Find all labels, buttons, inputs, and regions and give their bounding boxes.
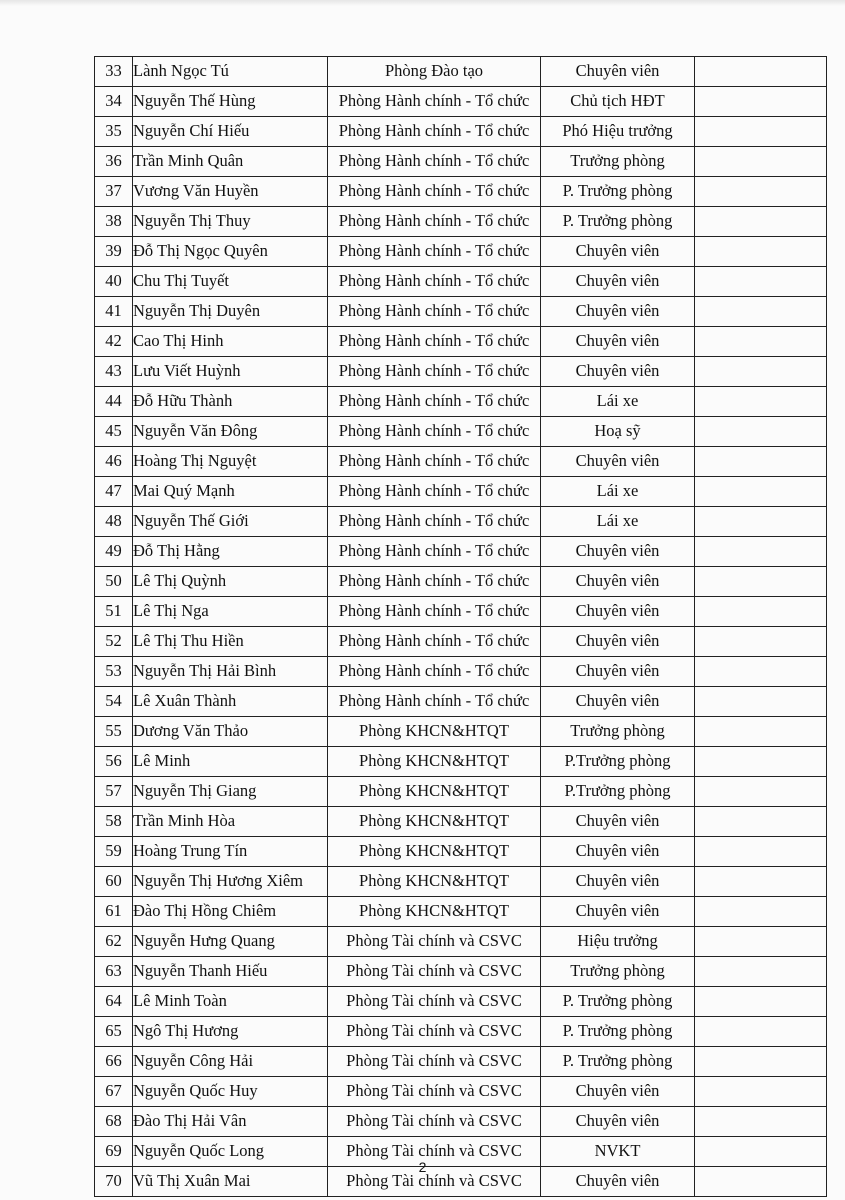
position-cell: Chuyên viên	[541, 297, 695, 327]
department-cell: Phòng Hành chính - Tổ chức	[328, 627, 541, 657]
position-cell: Chuyên viên	[541, 657, 695, 687]
row-number-cell: 40	[95, 267, 133, 297]
note-cell	[695, 747, 827, 777]
staff-name-cell: Nguyễn Thị Hải Bình	[133, 657, 328, 687]
row-number-cell: 68	[95, 1107, 133, 1137]
position-cell: Trưởng phòng	[541, 957, 695, 987]
row-number-cell: 52	[95, 627, 133, 657]
row-number-cell: 67	[95, 1077, 133, 1107]
note-cell	[695, 237, 827, 267]
position-cell: P. Trưởng phòng	[541, 1017, 695, 1047]
note-cell	[695, 537, 827, 567]
department-cell: Phòng Hành chính - Tổ chức	[328, 597, 541, 627]
staff-name-cell: Nguyễn Thị Giang	[133, 777, 328, 807]
department-cell: Phòng Hành chính - Tổ chức	[328, 87, 541, 117]
position-cell: Chủ tịch HĐT	[541, 87, 695, 117]
row-number-cell: 39	[95, 237, 133, 267]
note-cell	[695, 627, 827, 657]
note-cell	[695, 507, 827, 537]
row-number-cell: 53	[95, 657, 133, 687]
staff-name-cell: Hoàng Trung Tín	[133, 837, 328, 867]
position-cell: Chuyên viên	[541, 537, 695, 567]
note-cell	[695, 567, 827, 597]
position-cell: Chuyên viên	[541, 357, 695, 387]
position-cell: NVKT	[541, 1137, 695, 1167]
staff-name-cell: Đỗ Thị Ngọc Quyên	[133, 237, 328, 267]
table-row	[95, 87, 827, 117]
department-cell: Phòng Hành chính - Tổ chức	[328, 687, 541, 717]
position-cell: Chuyên viên	[541, 327, 695, 357]
staff-name-cell: Nguyễn Quốc Long	[133, 1137, 328, 1167]
staff-name-cell: Trần Minh Hòa	[133, 807, 328, 837]
note-cell	[695, 957, 827, 987]
department-cell: Phòng Tài chính và CSVC	[328, 987, 541, 1017]
table-row	[95, 987, 827, 1017]
staff-name-cell: Nguyễn Thị Thuy	[133, 207, 328, 237]
row-number-cell: 57	[95, 777, 133, 807]
row-number-cell: 46	[95, 447, 133, 477]
row-number-cell: 58	[95, 807, 133, 837]
staff-name-cell: Nguyễn Chí Hiếu	[133, 117, 328, 147]
position-cell: Lái xe	[541, 507, 695, 537]
staff-name-cell: Nguyễn Thanh Hiếu	[133, 957, 328, 987]
table-row	[95, 1077, 827, 1107]
position-cell: Chuyên viên	[541, 807, 695, 837]
table-row	[95, 957, 827, 987]
table-row	[95, 177, 827, 207]
table-row	[95, 717, 827, 747]
table-row	[95, 537, 827, 567]
department-cell: Phòng Hành chính - Tổ chức	[328, 117, 541, 147]
department-cell: Phòng KHCN&HTQT	[328, 747, 541, 777]
department-cell: Phòng KHCN&HTQT	[328, 897, 541, 927]
note-cell	[695, 867, 827, 897]
department-cell: Phòng Hành chính - Tổ chức	[328, 237, 541, 267]
position-cell: Phó Hiệu trưởng	[541, 117, 695, 147]
table-row	[95, 777, 827, 807]
department-cell: Phòng Hành chính - Tổ chức	[328, 567, 541, 597]
department-cell: Phòng KHCN&HTQT	[328, 867, 541, 897]
row-number-cell: 43	[95, 357, 133, 387]
position-cell: P.Trưởng phòng	[541, 777, 695, 807]
table-row	[95, 1107, 827, 1137]
row-number-cell: 38	[95, 207, 133, 237]
table-row	[95, 357, 827, 387]
table-row	[95, 597, 827, 627]
staff-name-cell: Đào Thị Hải Vân	[133, 1107, 328, 1137]
staff-name-cell: Mai Quý Mạnh	[133, 477, 328, 507]
table-row	[95, 747, 827, 777]
position-cell: Hiệu trưởng	[541, 927, 695, 957]
row-number-cell: 59	[95, 837, 133, 867]
row-number-cell: 55	[95, 717, 133, 747]
note-cell	[695, 447, 827, 477]
table-row	[95, 807, 827, 837]
position-cell: Chuyên viên	[541, 1077, 695, 1107]
table-row	[95, 387, 827, 417]
table-row	[95, 627, 827, 657]
position-cell: Chuyên viên	[541, 897, 695, 927]
note-cell	[695, 327, 827, 357]
position-cell: Lái xe	[541, 387, 695, 417]
department-cell: Phòng KHCN&HTQT	[328, 717, 541, 747]
department-cell: Phòng Tài chính và CSVC	[328, 957, 541, 987]
row-number-cell: 42	[95, 327, 133, 357]
note-cell	[695, 387, 827, 417]
note-cell	[695, 1077, 827, 1107]
note-cell	[695, 417, 827, 447]
position-cell: Lái xe	[541, 477, 695, 507]
position-cell: Hoạ sỹ	[541, 417, 695, 447]
row-number-cell: 35	[95, 117, 133, 147]
table-row	[95, 1047, 827, 1077]
table-row	[95, 567, 827, 597]
note-cell	[695, 177, 827, 207]
department-cell: Phòng Hành chính - Tổ chức	[328, 417, 541, 447]
table-row	[95, 507, 827, 537]
department-cell: Phòng Hành chính - Tổ chức	[328, 147, 541, 177]
staff-name-cell: Đỗ Hữu Thành	[133, 387, 328, 417]
note-cell	[695, 357, 827, 387]
department-cell: Phòng Hành chính - Tổ chức	[328, 507, 541, 537]
note-cell	[695, 897, 827, 927]
table-row	[95, 57, 827, 87]
staff-name-cell: Ngô Thị Hương	[133, 1017, 328, 1047]
department-cell: Phòng Tài chính và CSVC	[328, 1077, 541, 1107]
table-row	[95, 1017, 827, 1047]
row-number-cell: 54	[95, 687, 133, 717]
row-number-cell: 45	[95, 417, 133, 447]
position-cell: P.Trưởng phòng	[541, 747, 695, 777]
staff-name-cell: Lê Xuân Thành	[133, 687, 328, 717]
staff-name-cell: Chu Thị Tuyết	[133, 267, 328, 297]
staff-name-cell: Cao Thị Hinh	[133, 327, 328, 357]
row-number-cell: 56	[95, 747, 133, 777]
table-row	[95, 477, 827, 507]
staff-name-cell: Hoàng Thị Nguyệt	[133, 447, 328, 477]
note-cell	[695, 87, 827, 117]
note-cell	[695, 717, 827, 747]
table-row	[95, 867, 827, 897]
table-row	[95, 417, 827, 447]
department-cell: Phòng Hành chính - Tổ chức	[328, 177, 541, 207]
note-cell	[695, 297, 827, 327]
staff-name-cell: Nguyễn Văn Đông	[133, 417, 328, 447]
position-cell: P. Trưởng phòng	[541, 1047, 695, 1077]
staff-name-cell: Vương Văn Huyền	[133, 177, 328, 207]
table-row	[95, 897, 827, 927]
staff-name-cell: Nguyễn Thị Hương Xiêm	[133, 867, 328, 897]
position-cell: Chuyên viên	[541, 837, 695, 867]
department-cell: Phòng Hành chính - Tổ chức	[328, 657, 541, 687]
page-number: 2	[418, 1159, 427, 1175]
note-cell	[695, 657, 827, 687]
staff-name-cell: Vũ Thị Xuân Mai	[133, 1167, 328, 1197]
row-number-cell: 37	[95, 177, 133, 207]
department-cell: Phòng Hành chính - Tổ chức	[328, 537, 541, 567]
note-cell	[695, 207, 827, 237]
staff-name-cell: Nguyễn Thị Duyên	[133, 297, 328, 327]
row-number-cell: 47	[95, 477, 133, 507]
staff-table-body	[95, 57, 827, 1197]
department-cell: Phòng Tài chính và CSVC	[328, 1047, 541, 1077]
staff-name-cell: Đỗ Thị Hằng	[133, 537, 328, 567]
table-row	[95, 117, 827, 147]
staff-name-cell: Nguyễn Thế Giới	[133, 507, 328, 537]
row-number-cell: 63	[95, 957, 133, 987]
position-cell: P. Trưởng phòng	[541, 207, 695, 237]
position-cell: Chuyên viên	[541, 267, 695, 297]
note-cell	[695, 1017, 827, 1047]
department-cell: Phòng Tài chính và CSVC	[328, 927, 541, 957]
table-row	[95, 687, 827, 717]
staff-name-cell: Nguyễn Thế Hùng	[133, 87, 328, 117]
row-number-cell: 69	[95, 1137, 133, 1167]
department-cell: Phòng Hành chính - Tổ chức	[328, 447, 541, 477]
department-cell: Phòng Hành chính - Tổ chức	[328, 357, 541, 387]
row-number-cell: 41	[95, 297, 133, 327]
note-cell	[695, 267, 827, 297]
department-cell: Phòng Hành chính - Tổ chức	[328, 327, 541, 357]
table-row	[95, 147, 827, 177]
position-cell: Chuyên viên	[541, 687, 695, 717]
row-number-cell: 51	[95, 597, 133, 627]
note-cell	[695, 927, 827, 957]
scan-edge-shadow	[0, 0, 845, 6]
note-cell	[695, 147, 827, 177]
table-row	[95, 207, 827, 237]
note-cell	[695, 57, 827, 87]
row-number-cell: 61	[95, 897, 133, 927]
staff-name-cell: Lê Thị Quỳnh	[133, 567, 328, 597]
position-cell: Chuyên viên	[541, 597, 695, 627]
staff-name-cell: Trần Minh Quân	[133, 147, 328, 177]
staff-name-cell: Lưu Viết Huỳnh	[133, 357, 328, 387]
department-cell: Phòng Đào tạo	[328, 57, 541, 87]
note-cell	[695, 597, 827, 627]
staff-name-cell: Lê Minh Toàn	[133, 987, 328, 1017]
note-cell	[695, 987, 827, 1017]
position-cell: Trưởng phòng	[541, 147, 695, 177]
note-cell	[695, 477, 827, 507]
position-cell: Chuyên viên	[541, 627, 695, 657]
department-cell: Phòng Hành chính - Tổ chức	[328, 297, 541, 327]
table-row	[95, 447, 827, 477]
department-cell: Phòng KHCN&HTQT	[328, 837, 541, 867]
staff-name-cell: Lê Thị Thu Hiền	[133, 627, 328, 657]
row-number-cell: 66	[95, 1047, 133, 1077]
table-row	[95, 327, 827, 357]
table-row	[95, 267, 827, 297]
staff-name-cell: Nguyễn Quốc Huy	[133, 1077, 328, 1107]
row-number-cell: 64	[95, 987, 133, 1017]
position-cell: Chuyên viên	[541, 867, 695, 897]
note-cell	[695, 777, 827, 807]
department-cell: Phòng Tài chính và CSVC	[328, 1107, 541, 1137]
position-cell: Chuyên viên	[541, 237, 695, 267]
department-cell: Phòng Tài chính và CSVC	[328, 1137, 541, 1167]
staff-table	[94, 56, 827, 1197]
row-number-cell: 62	[95, 927, 133, 957]
note-cell	[695, 117, 827, 147]
table-row	[95, 657, 827, 687]
table-row	[95, 237, 827, 267]
staff-name-cell: Nguyễn Công Hải	[133, 1047, 328, 1077]
position-cell: Trưởng phòng	[541, 717, 695, 747]
staff-name-cell: Lê Minh	[133, 747, 328, 777]
note-cell	[695, 837, 827, 867]
department-cell: Phòng Hành chính - Tổ chức	[328, 207, 541, 237]
row-number-cell: 49	[95, 537, 133, 567]
row-number-cell: 34	[95, 87, 133, 117]
table-row	[95, 927, 827, 957]
position-cell: Chuyên viên	[541, 1107, 695, 1137]
note-cell	[695, 687, 827, 717]
department-cell: Phòng Hành chính - Tổ chức	[328, 387, 541, 417]
staff-name-cell: Đào Thị Hồng Chiêm	[133, 897, 328, 927]
department-cell: Phòng Hành chính - Tổ chức	[328, 477, 541, 507]
table-row	[95, 297, 827, 327]
row-number-cell: 50	[95, 567, 133, 597]
department-cell: Phòng KHCN&HTQT	[328, 777, 541, 807]
row-number-cell: 33	[95, 57, 133, 87]
staff-name-cell: Lành Ngọc Tú	[133, 57, 328, 87]
position-cell: Chuyên viên	[541, 1167, 695, 1197]
position-cell: P. Trưởng phòng	[541, 177, 695, 207]
table-row	[95, 837, 827, 867]
department-cell: Phòng Hành chính - Tổ chức	[328, 267, 541, 297]
row-number-cell: 48	[95, 507, 133, 537]
row-number-cell: 65	[95, 1017, 133, 1047]
note-cell	[695, 807, 827, 837]
department-cell: Phòng KHCN&HTQT	[328, 807, 541, 837]
position-cell: P. Trưởng phòng	[541, 987, 695, 1017]
staff-name-cell: Nguyễn Hưng Quang	[133, 927, 328, 957]
note-cell	[695, 1107, 827, 1137]
row-number-cell: 36	[95, 147, 133, 177]
staff-name-cell: Lê Thị Nga	[133, 597, 328, 627]
department-cell: Phòng Tài chính và CSVC	[328, 1017, 541, 1047]
position-cell: Chuyên viên	[541, 57, 695, 87]
staff-name-cell: Dương Văn Thảo	[133, 717, 328, 747]
row-number-cell: 70	[95, 1167, 133, 1197]
position-cell: Chuyên viên	[541, 567, 695, 597]
position-cell: Chuyên viên	[541, 447, 695, 477]
row-number-cell: 44	[95, 387, 133, 417]
note-cell	[695, 1047, 827, 1077]
department-cell: Phòng Tài chính và CSVC	[328, 1167, 541, 1197]
row-number-cell: 60	[95, 867, 133, 897]
